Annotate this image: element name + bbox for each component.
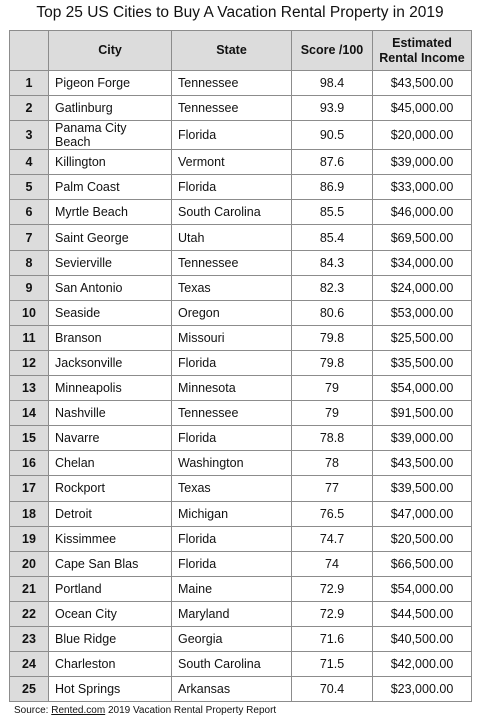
cell-state: Florida: [172, 121, 292, 150]
cell-city: Ocean City: [49, 601, 172, 626]
cell-rank: 1: [10, 71, 49, 96]
cell-income: $54,000.00: [373, 376, 472, 401]
cell-income: $23,000.00: [373, 677, 472, 702]
cell-city: Kissimmee: [49, 526, 172, 551]
cell-state: Texas: [172, 275, 292, 300]
cell-city: Pigeon Forge: [49, 71, 172, 96]
cell-score: 85.5: [292, 200, 373, 225]
table-row: [10, 300, 472, 325]
cell-score: 93.9: [292, 96, 373, 121]
table-row: [10, 601, 472, 626]
cell-state: Florida: [172, 526, 292, 551]
cell-rank: 14: [10, 401, 49, 426]
cell-income: $53,000.00: [373, 300, 472, 325]
cell-city: Cape San Blas: [49, 551, 172, 576]
cell-score: 72.9: [292, 576, 373, 601]
table-row: [10, 175, 472, 200]
cell-rank: 20: [10, 551, 49, 576]
cell-score: 74: [292, 551, 373, 576]
cell-rank: 3: [10, 121, 49, 150]
cell-city: Saint George: [49, 225, 172, 250]
cell-city: Chelan: [49, 451, 172, 476]
cell-city: Hot Springs: [49, 677, 172, 702]
table-row: [10, 451, 472, 476]
cell-city: Seaside: [49, 300, 172, 325]
cell-income: $20,000.00: [373, 121, 472, 150]
cell-rank: 15: [10, 426, 49, 451]
cell-city: Blue Ridge: [49, 626, 172, 651]
cell-rank: 25: [10, 677, 49, 702]
cell-income: $33,000.00: [373, 175, 472, 200]
cell-income: $34,000.00: [373, 250, 472, 275]
cell-state: Washington: [172, 451, 292, 476]
cell-rank: 4: [10, 150, 49, 175]
source-note: [14, 705, 276, 716]
cell-income: $20,500.00: [373, 526, 472, 551]
cell-state: Florida: [172, 175, 292, 200]
cell-city: Panama City Beach: [49, 121, 172, 150]
header-state: State: [172, 31, 292, 71]
table-row: [10, 275, 472, 300]
table-row: [10, 350, 472, 375]
cell-score: 74.7: [292, 526, 373, 551]
cell-score: 86.9: [292, 175, 373, 200]
cell-city: Nashville: [49, 401, 172, 426]
cell-city: Killington: [49, 150, 172, 175]
table-row: [10, 325, 472, 350]
header-score: Score /100: [292, 31, 373, 71]
cell-rank: 23: [10, 626, 49, 651]
cell-city: Myrtle Beach: [49, 200, 172, 225]
cell-state: Tennessee: [172, 401, 292, 426]
cell-income: $44,500.00: [373, 601, 472, 626]
cell-state: Tennessee: [172, 250, 292, 275]
table-row: [10, 96, 472, 121]
cell-score: 82.3: [292, 275, 373, 300]
ranking-table: [9, 30, 472, 702]
cell-state: South Carolina: [172, 200, 292, 225]
source-suffix: 2019 Vacation Rental Property Report: [105, 705, 277, 716]
cell-city: Jacksonville: [49, 350, 172, 375]
cell-rank: 9: [10, 275, 49, 300]
cell-score: 71.6: [292, 626, 373, 651]
table-row: [10, 476, 472, 501]
cell-score: 78: [292, 451, 373, 476]
table-row: [10, 426, 472, 451]
cell-state: Utah: [172, 225, 292, 250]
cell-rank: 19: [10, 526, 49, 551]
cell-rank: 11: [10, 325, 49, 350]
cell-state: Florida: [172, 426, 292, 451]
cell-city: Sevierville: [49, 250, 172, 275]
cell-rank: 17: [10, 476, 49, 501]
cell-rank: 10: [10, 300, 49, 325]
cell-score: 71.5: [292, 652, 373, 677]
cell-city: Detroit: [49, 501, 172, 526]
table-row: [10, 225, 472, 250]
source-prefix: Source:: [14, 705, 52, 716]
cell-score: 84.3: [292, 250, 373, 275]
table-row: [10, 376, 472, 401]
cell-income: $66,500.00: [373, 551, 472, 576]
cell-state: Arkansas: [172, 677, 292, 702]
cell-city: San Antonio: [49, 275, 172, 300]
table-body: [10, 71, 472, 702]
cell-state: Vermont: [172, 150, 292, 175]
cell-rank: 13: [10, 376, 49, 401]
cell-state: Minnesota: [172, 376, 292, 401]
cell-income: $25,500.00: [373, 325, 472, 350]
cell-state: Florida: [172, 551, 292, 576]
table-row: [10, 677, 472, 702]
cell-state: South Carolina: [172, 652, 292, 677]
cell-score: 76.5: [292, 501, 373, 526]
cell-score: 79.8: [292, 325, 373, 350]
cell-rank: 6: [10, 200, 49, 225]
cell-score: 77: [292, 476, 373, 501]
header-income: Estimated Rental Income: [373, 31, 472, 71]
table-row: [10, 501, 472, 526]
cell-income: $43,500.00: [373, 71, 472, 96]
table-row: [10, 652, 472, 677]
cell-income: $54,000.00: [373, 576, 472, 601]
cell-score: 79.8: [292, 350, 373, 375]
cell-rank: 16: [10, 451, 49, 476]
cell-state: Florida: [172, 350, 292, 375]
cell-score: 85.4: [292, 225, 373, 250]
table-row: [10, 551, 472, 576]
cell-state: Maine: [172, 576, 292, 601]
cell-income: $39,500.00: [373, 476, 472, 501]
cell-state: Michigan: [172, 501, 292, 526]
cell-rank: 24: [10, 652, 49, 677]
cell-score: 79: [292, 376, 373, 401]
cell-income: $91,500.00: [373, 401, 472, 426]
table-row: [10, 71, 472, 96]
table-row: [10, 526, 472, 551]
cell-income: $47,000.00: [373, 501, 472, 526]
cell-city: Navarre: [49, 426, 172, 451]
header-row: [10, 31, 472, 71]
cell-city: Palm Coast: [49, 175, 172, 200]
table-row: [10, 401, 472, 426]
header-rank: [10, 31, 49, 71]
cell-rank: 5: [10, 175, 49, 200]
cell-rank: 18: [10, 501, 49, 526]
table-container: [9, 30, 472, 702]
cell-city: Gatlinburg: [49, 96, 172, 121]
cell-state: Texas: [172, 476, 292, 501]
table-title: Top 25 US Cities to Buy A Vacation Rental Property in 2019: [36, 4, 444, 21]
cell-state: Georgia: [172, 626, 292, 651]
header-city: City: [49, 31, 172, 71]
cell-score: 87.6: [292, 150, 373, 175]
cell-score: 90.5: [292, 121, 373, 150]
cell-city: Charleston: [49, 652, 172, 677]
cell-income: $35,500.00: [373, 350, 472, 375]
cell-income: $42,000.00: [373, 652, 472, 677]
cell-income: $24,000.00: [373, 275, 472, 300]
cell-state: Maryland: [172, 601, 292, 626]
cell-score: 80.6: [292, 300, 373, 325]
table-row: [10, 200, 472, 225]
cell-score: 72.9: [292, 601, 373, 626]
cell-income: $46,000.00: [373, 200, 472, 225]
cell-rank: 7: [10, 225, 49, 250]
cell-income: $43,500.00: [373, 451, 472, 476]
cell-city: Portland: [49, 576, 172, 601]
cell-income: $39,000.00: [373, 150, 472, 175]
cell-score: 78.8: [292, 426, 373, 451]
cell-income: $69,500.00: [373, 225, 472, 250]
cell-city: Minneapolis: [49, 376, 172, 401]
cell-city: Rockport: [49, 476, 172, 501]
cell-score: 98.4: [292, 71, 373, 96]
table-row: [10, 250, 472, 275]
cell-rank: 12: [10, 350, 49, 375]
table-row: [10, 626, 472, 651]
cell-city: Branson: [49, 325, 172, 350]
cell-state: Tennessee: [172, 96, 292, 121]
cell-state: Tennessee: [172, 71, 292, 96]
cell-income: $39,000.00: [373, 426, 472, 451]
cell-rank: 2: [10, 96, 49, 121]
table-row: [10, 576, 472, 601]
source-link[interactable]: Rented.com: [51, 705, 106, 716]
cell-rank: 21: [10, 576, 49, 601]
cell-income: $45,000.00: [373, 96, 472, 121]
cell-score: 79: [292, 401, 373, 426]
cell-score: 70.4: [292, 677, 373, 702]
cell-state: Oregon: [172, 300, 292, 325]
cell-rank: 8: [10, 250, 49, 275]
cell-rank: 22: [10, 601, 49, 626]
cell-state: Missouri: [172, 325, 292, 350]
table-row: [10, 150, 472, 175]
table-row: [10, 121, 472, 150]
cell-income: $40,500.00: [373, 626, 472, 651]
